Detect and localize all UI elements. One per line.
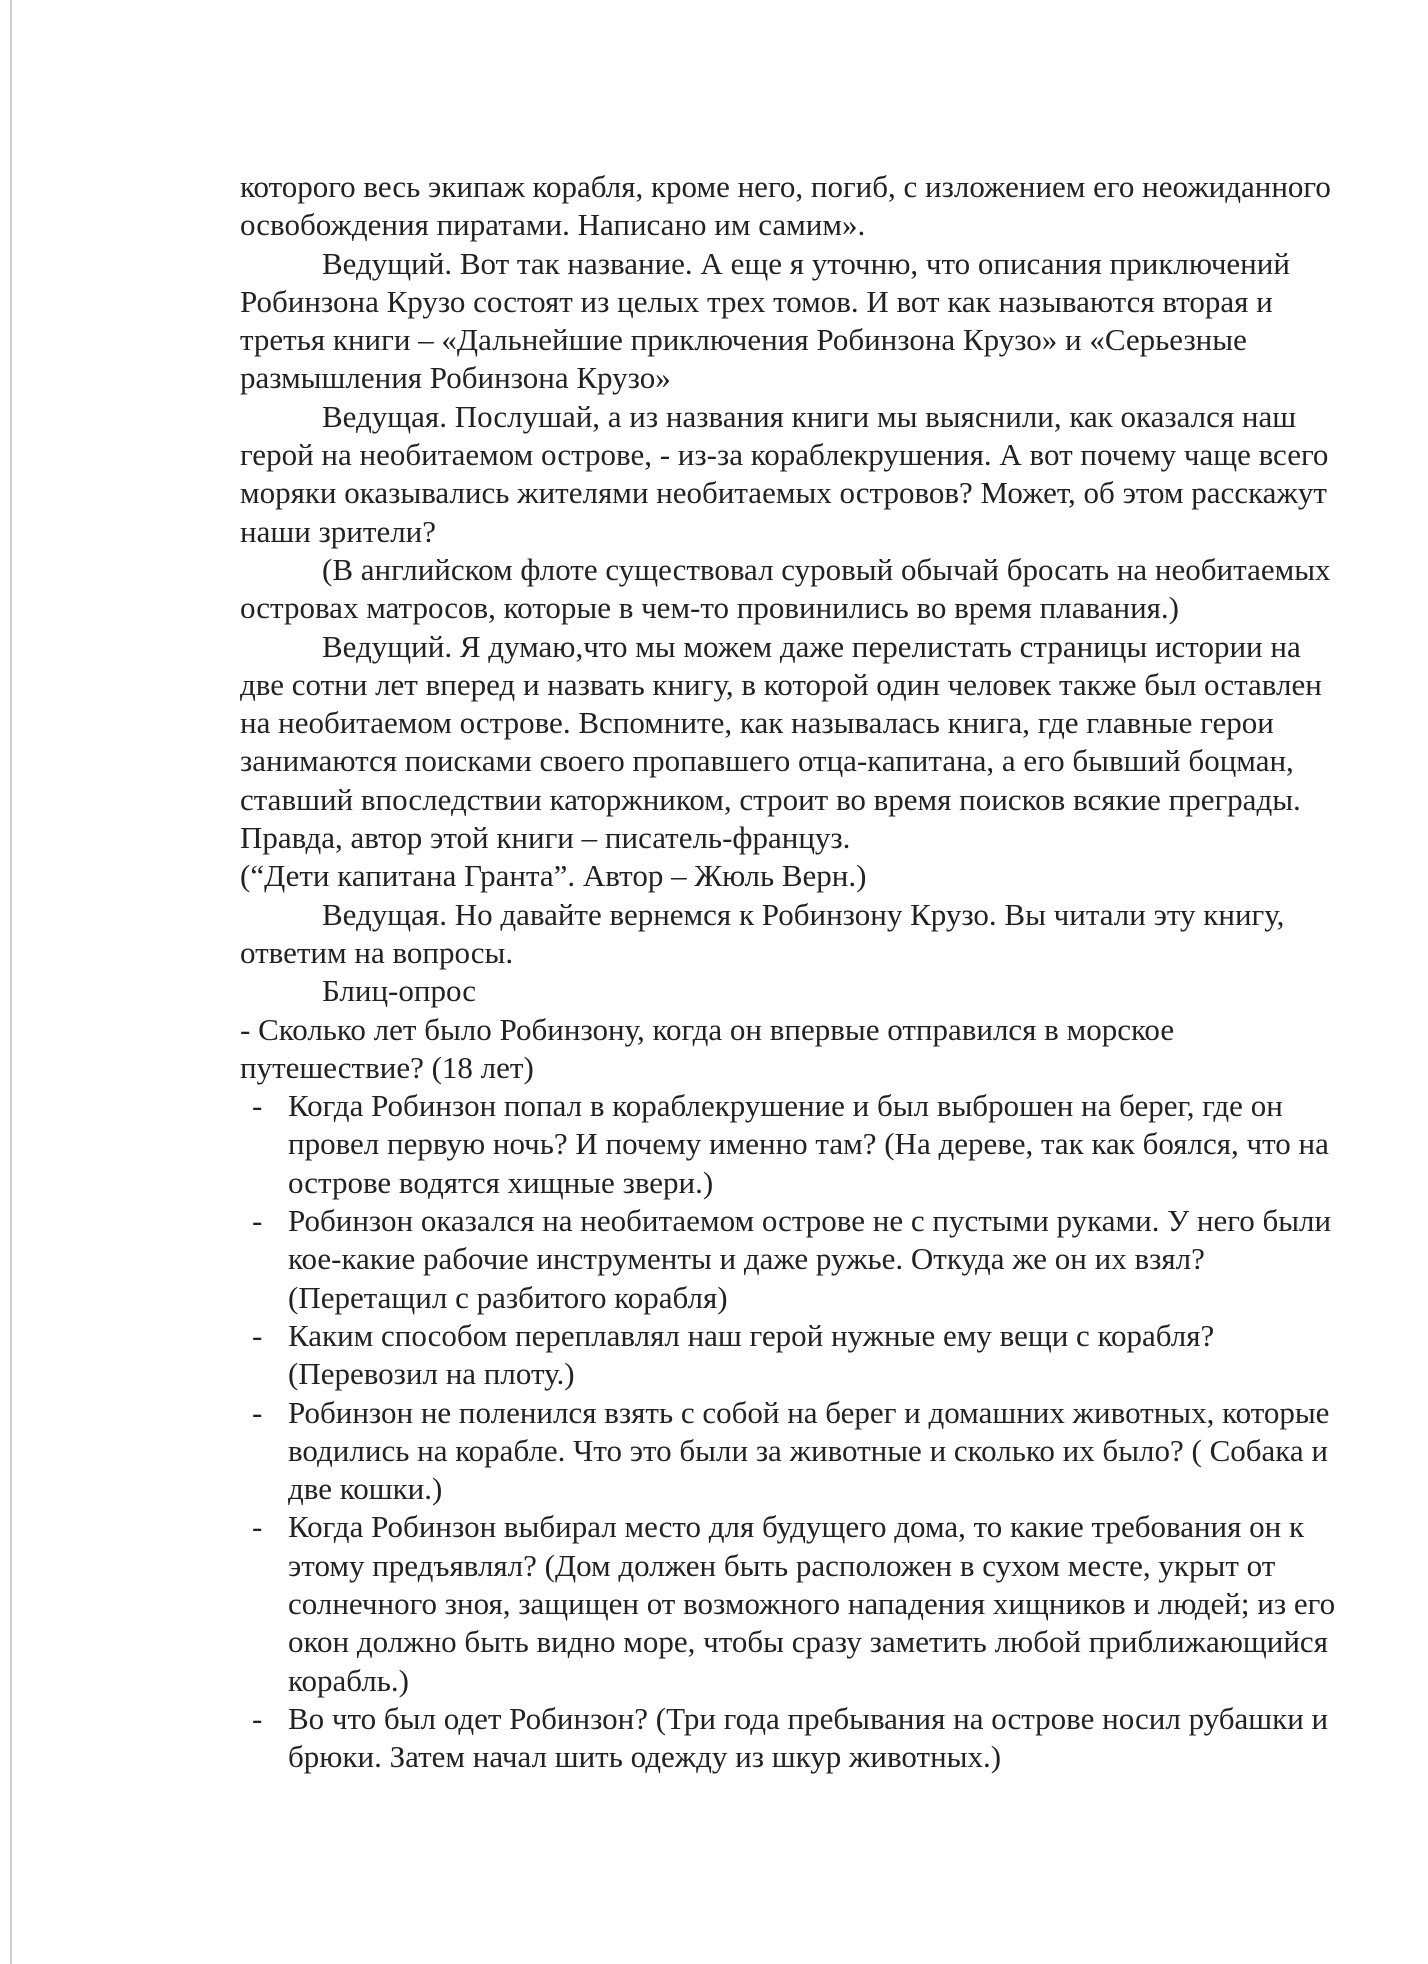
list-item (240, 1508, 1350, 1699)
paragraph-answer-english-fleet: (В английском флоте существовал суровый обычай бросать на необитаемых островах матросов, которые в чем-то провинились во время плавания.) (240, 551, 1331, 626)
page-edge-line (10, 0, 12, 1964)
paragraph-continuation: которого весь экипаж корабля, кроме него, погиб, с изложением его неожиданного освобождения пиратами. Написано им самим». (240, 169, 1331, 243)
paragraph-host-female-return: Ведущая. Но давайте вернемся к Робинзону Крузо. Вы читали эту книгу, ответим на вопросы. (240, 896, 1285, 970)
paragraph-answer-verne: (“Дети капитана Гранта”. Автор – Жюль Верн.) (240, 858, 867, 894)
bullet-dash: - (252, 1203, 263, 1239)
bullet-dash: - (252, 1317, 263, 1353)
list-item (240, 1202, 1350, 1317)
section-heading-blitz: Блиц-опрос (322, 973, 476, 1009)
paragraph-host-male-verne: Ведущий. Я думаю,что мы можем даже перелистать страницы истории на две сотни лет вперед и назвать книгу, в которой один человек также был оставлен на необитаемом острове. Вспомните, как называлась книга, где главные герои занимаются поисками своего пропавшего отца-капитана, а его бывший боцман, ставший впоследствии каторжником, строит во время поисков всякие преграды. Правда, автор этой книги – писатель-француз. (240, 628, 1322, 856)
paragraph-host-male-title: Ведущий. Вот так название. А еще я уточню, что описания приключений Робинзона Крузо состоят из целых трех томов. И вот как называются вторая и третья книги – «Дальнейшие приключения Робинзона Крузо» и «Серьезные размышления Робинзона Крузо» (240, 245, 1290, 396)
question-list (240, 1087, 1350, 1776)
question-text: Когда Робинзон попал в кораблекрушение и был выброшен на берег, где он провел первую ночь? И почему именно там? (На дереве, так как боялся, что на острове водятся хищные звери.) (288, 1088, 1329, 1200)
bullet-dash: - (252, 1394, 263, 1430)
list-item (240, 1317, 1350, 1394)
question-text: Когда Робинзон выбирал место для будущего дома, то какие требования он к этому предъявлял? (Дом должен быть расположен в сухом месте, укрыт от солнечного зноя, защищен от возможного нападения хищников и людей; из его окон должно быть видно море, чтобы сразу заметить любой приближающийся корабль.) (288, 1509, 1336, 1698)
list-item (240, 1394, 1350, 1509)
question-text: Во что был одет Робинзон? (Три года пребывания на острове носил рубашки и брюки. Затем начал шить одежду из шкур животных.) (288, 1700, 1329, 1775)
bullet-dash: - (252, 1509, 263, 1545)
question-text: Робинзон оказался на необитаемом острове не с пустыми руками. У него были кое-какие рабочие инструменты и даже ружье. Откуда же он их взял? (Перетащил с разбитого корабля) (288, 1203, 1332, 1315)
question-text: Каким способом переплавлял наш герой нужные ему вещи с корабля? (Перевозил на плоту.) (288, 1317, 1215, 1392)
question-text: Робинзон не поленился взять с собой на берег и домашних животных, которые водились на корабле. Что это были за животные и сколько их было? ( Собака и две кошки.) (288, 1394, 1330, 1507)
bullet-dash: - (252, 1700, 263, 1736)
list-item (240, 1087, 1350, 1202)
list-item (240, 1700, 1350, 1777)
document-page (240, 168, 1350, 1776)
question-first: - Сколько лет было Робинзону, когда он впервые отправился в морское путешествие? (18 лет) (240, 1011, 1175, 1085)
paragraph-host-female-question: Ведущая. Послушай, а из названия книги мы выяснили, как оказался наш герой на необитаемом острове, - из-за кораблекрушения. А вот почему чаще всего моряки оказывались жителями необитаемых островов? Может, об этом расскажут наши зрители? (240, 398, 1329, 549)
bullet-dash: - (252, 1088, 263, 1124)
